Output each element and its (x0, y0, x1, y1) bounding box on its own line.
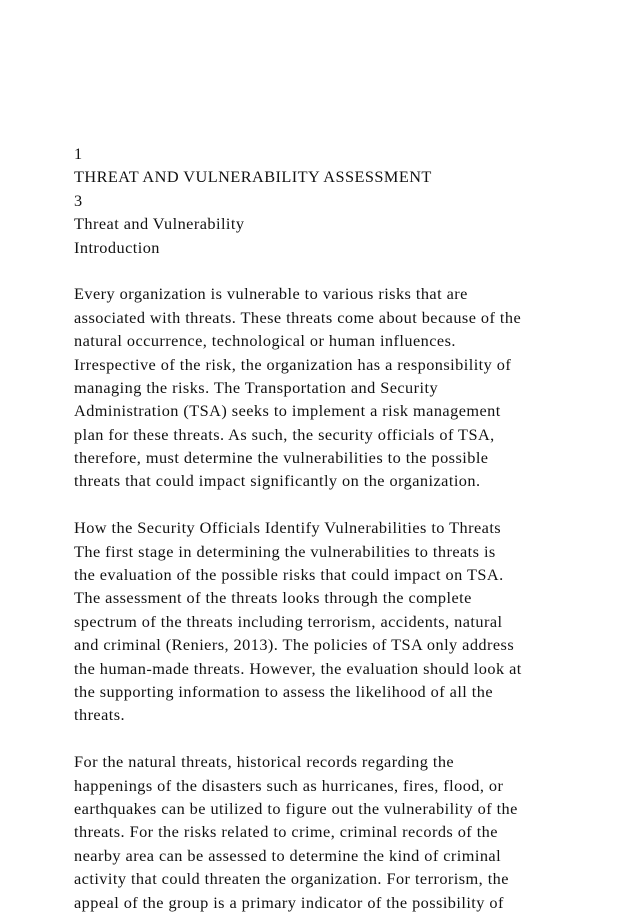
paragraph-line: the evaluation of the possible risks that could impact on TSA. (74, 565, 504, 585)
paragraph-line: The assessment of the threats looks through the complete (74, 588, 472, 608)
section-heading-identify: How the Security Officials Identify Vulnerabilities to Threats (74, 518, 502, 538)
paragraph-line: Administration (TSA) seeks to implement a risk management (74, 401, 501, 421)
paragraph-line: Irrespective of the risk, the organization has a responsibility of (74, 354, 512, 374)
paragraph-line: threats that could impact significantly on the organization. (74, 471, 481, 491)
paragraph-line: appeal of the group is a primary indicator of the possibility of (74, 892, 504, 912)
paragraph-line: Every organization is vulnerable to various risks that are (74, 284, 468, 304)
paragraph-line: managing the risks. The Transportation and Security (74, 377, 439, 397)
document-title: Threat and Vulnerability (74, 214, 245, 234)
paragraph-spacer (74, 493, 604, 516)
paragraph-line: For the natural threats, historical records regarding the (74, 752, 455, 772)
paragraph-line: natural occurrence, technological or human influences. (74, 331, 456, 351)
section-heading-introduction: Introduction (74, 237, 160, 257)
paragraph-line: and criminal (Reniers, 2013). The policies of TSA only address (74, 635, 515, 655)
paragraph-natural-threats (74, 750, 604, 914)
paragraph-introduction (74, 282, 604, 493)
paragraph-line: threats. (74, 705, 126, 725)
paragraph-line: therefore, must determine the vulnerabilities to the possible (74, 448, 489, 468)
paragraph-line: spectrum of the threats including terrorism, accidents, natural (74, 611, 503, 631)
paragraph-line: the supporting information to assess the likelihood of all the (74, 681, 494, 701)
page-number: 1 (74, 144, 83, 163)
paragraph-line: The first stage in determining the vulnerabilities to threats is (74, 541, 496, 561)
paragraph-spacer (74, 727, 604, 750)
paragraph-line: happenings of the disasters such as hurricanes, fires, flood, or (74, 775, 504, 795)
paragraph-line: threats. For the risks related to crime, criminal records of the (74, 822, 498, 842)
document-body (74, 142, 604, 914)
second-page-number: 3 (74, 190, 83, 210)
paragraph-line: plan for these threats. As such, the security officials of TSA, (74, 424, 495, 444)
paragraph-line: earthquakes can be utilized to figure out the vulnerability of the (74, 798, 518, 818)
running-title: THREAT AND VULNERABILITY ASSESSMENT (74, 167, 432, 187)
paragraph-line: the human-made threats. However, the evaluation should look at (74, 658, 522, 678)
paragraph-identify-vulnerabilities (74, 516, 604, 727)
paragraph-spacer (74, 259, 604, 282)
paragraph-line: nearby area can be assessed to determine the kind of criminal (74, 845, 502, 865)
paragraph-line: activity that could threaten the organization. For terrorism, the (74, 869, 509, 889)
paragraph-line: associated with threats. These threats come about because of the (74, 307, 522, 327)
